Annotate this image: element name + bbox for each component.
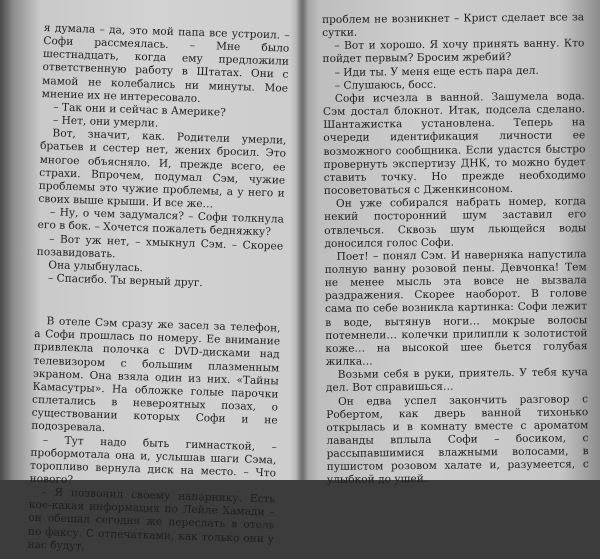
text-paragraph: В отеле Сэм сразу же засел за телефон, а Софи прошлась по номеру. Ее внимание привлекла полочка с DVD-дисками над телевизором с большим плазменным экраном. Она взяла один из них. «Тайны Камасутры». На обложке голые парочки сплетались в невероятных позах, о существовании которых Софи и не подозревала. bbox=[31, 315, 281, 435]
text-paragraph: я думала – да, это мой папа все устроил. – Софи рассмеялась. – Мне было шестнадцать, когда ему предложили ответственную работу в Штатах. Они с мамой не колебались ни минуты. Мое мнение их не интересовало. bbox=[41, 22, 290, 105]
right-page bbox=[322, 11, 589, 494]
text-paragraph: Он едва успел закончить разговор с Робертом, как дверь ванной тихонько открылась и в комнату вместе с ароматом лаванды вплыла Софи – босиком, с рассыпавшимися влажными волосами, в пушистом розовом халате и, разумеется, с улыбкой до ушей. bbox=[326, 392, 589, 487]
text-paragraph: – Тут надо быть гимнасткой, – пробормотала она и, услышав шаги Сэма, торопливо вернула диск на место. – Что нового? bbox=[29, 433, 277, 487]
text-paragraph: – Ну, о чем задумался? – Софи толкнула его в бок. – Хочется пожалеть бедняжку? bbox=[37, 206, 285, 239]
text-paragraph: Поет! – понял Сэм. И наверняка напустила полную ванну розовой пены. Девчонка! Тем не менее мысль эта вовсе не вызвала раздражения. Скорее наоборот. В голове сама по себе возникла картинка: Софи лежит в воде, вытянув ноги… мокрые волосы потемнели… колечки прилипли к золотистой коже… на высокой шее бьется голубая жилка… bbox=[324, 248, 588, 369]
text-paragraph: Софи исчезла в ванной. Зашумела вода. Сэм достал блокнот. Итак, подсела сделано. Шантажистка установлена. Теперь на очереди идентификация личности ее возможного сообщника. Если удастся быстро провернуть экспертизу ДНК, то можно будет ставить точку. Но прежде необходимо посоветоваться с Дженкинсоном. bbox=[322, 90, 586, 198]
text-paragraph: Она улыбнулась. bbox=[48, 259, 144, 275]
text-paragraph: – Вот и хорошо. Я хочу принять ванну. Кто пойдет первым? Бросим жребий? bbox=[322, 37, 585, 66]
text-paragraph: Он уже собирался набрать номер, когда некий посторонний шум заставил его отвлечься. Сквозь шум льющейся воды доносился голос Софи. bbox=[324, 195, 587, 250]
left-page bbox=[27, 22, 290, 553]
text-paragraph: проблем не возникнет – Крист сделает все за сутки. bbox=[322, 11, 585, 40]
text-paragraph: – Вот уж нет, – хмыкнул Сэм. – Скорее позавидовать. bbox=[36, 232, 284, 261]
text-paragraph: – Нет, они умерли. bbox=[52, 114, 159, 130]
text-paragraph: Возьми себя в руки, приятель. У тебя куча дел. Вот справишься… bbox=[325, 366, 588, 395]
text-paragraph: – Я позвонил своему напарнику. Есть кое-какая информация по Лейле Хамади – он обещал сегодня же переслать в отель по факсу. С отпечатками, как только они у нас будут, bbox=[27, 486, 276, 553]
text-paragraph: Вот, значит, как. Родители умерли, братьев и сестер нет, жених бросил. Это многое объясняло. И, прежде всего, ее страхи. Впрочем, подумал Сэм, чужие проблемы это чужие проблемы, а у него и своих выше крыши. И все же… bbox=[38, 127, 287, 211]
text-paragraph: – Иди ты. У меня еще есть пара дел. bbox=[334, 64, 539, 79]
text-paragraph: – Так они и сейчас в Америке? bbox=[53, 101, 226, 119]
text-paragraph: – Спасибо. Ты верный друг. bbox=[47, 272, 203, 290]
text-paragraph: – Слушаюсь, босс. bbox=[334, 78, 437, 92]
book-gutter bbox=[296, 0, 308, 480]
